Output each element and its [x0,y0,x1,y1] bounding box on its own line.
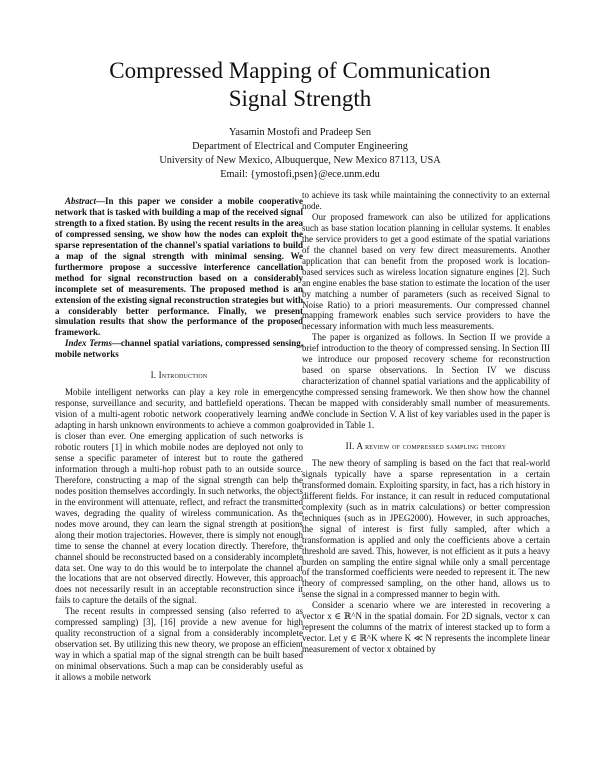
section-heading-introduction: I. Introduction [150,370,208,381]
author-block [60,126,540,182]
review-paragraph-1: The new theory of sampling is based on the fact that real-world signals typically have a sparse representation in a certain transformed domain. Exploiting sparsity, in fact, has a rich history in different fields. For instance, it can result in reduced computational complexity (such as in matrix calculations) or better compression techniques (such as in JPEG2000). However, in such approaches, the signal of interest is first fully sampled, after which a transformation is applied and only the coefficients above a certain threshold are saved. This, however, is not efficient as it puts a heavy burden on sampling the entire signal while only a small percentage of the transformed coefficients were needed to represent it. The new theory of compressed sampling, on the other hand, allows us to sense the signal in a compressed manner to begin with. [302,457,550,600]
title-line-1: Compressed Mapping of Communication [109,58,491,83]
author-department: Department of Electrical and Computer Engineering [192,141,408,152]
title-line-2: Signal Strength [228,86,372,111]
intro-paragraph-3: Our proposed framework can also be utilized for applications such as base station location planning in cellular systems. It enables the service providers to get a good estimate of the spatial variations of the channel based on very few direct measurements. Another application that can benefit from the proposed work is location-based services such as wireless location signature engines [2]. Such an engine enables the base station to estimate the location of the user by matching a number of parameters (such as received Signal to Noise Ratio) to a priori measurements. Our compressed channel mapping framework enables such service providers to have the necessary information with much less measurements. [302,211,550,332]
review-paragraph-2: Consider a scenario where we are interested in recovering a vector x ∈ ℝ^N in the spatial domain. For 2D signals, vector x can represent the columns of the matrix of interest stacked up to form a vector. Let y ∈ ℝ^K where K ≪ N represents the incomplete linear measurement of vector x obtained by [302,600,550,655]
intro-paragraph-continued: to achieve its task while maintaining the connectivity to an external node. [302,190,550,211]
author-names: Yasamin Mostofi and Pradeep Sen [229,127,371,138]
index-terms [55,338,303,360]
index-terms-text: —channel spatial variations, compressed sensing, mobile networks [55,338,303,360]
abstract-text: —In this paper we consider a mobile cooperative network that is tasked with building a map of the received signal strength to a fixed station. By using the recent results in the area of compressed sensing, we show how the nodes can exploit the sparse representation of the channel's spatial variations to build a map of the signal strength with minimal sensing. We furthermore propose a successive interference cancellation method for signal reconstruction based on a considerably incomplete set of measurements. The proposed method is an extension of the existing signal reconstruction strategies but with a considerably better performance. Finally, we present simulation results that show the performance of the proposed framework. [55,196,303,338]
index-terms-label: Index Terms [65,338,112,349]
left-column [55,196,303,683]
abstract-label: Abstract [65,196,97,206]
intro-paragraph-4: The paper is organized as follows. In Section II we provide a brief introduction to the theory of compressed sensing. In Section III we introduce our proposed recovery scheme for reconstruction based on sparse observations. In Section IV we discuss characterization of channel spatial variations and the applicability of the compressed sensing framework. We then show how the channel can be mapped with considerably small number of measurements. We conclude in Section V. A list of key variables used in the paper is provided in Table 1. [302,332,550,431]
author-university: University of New Mexico, Albuquerque, New Mexico 87113, USA [159,155,441,166]
author-email: Email: {ymostofi,psen}@ece.unm.edu [220,169,380,180]
paper-title [60,57,540,113]
right-column [302,190,550,655]
section-heading-review: II. A review of compressed sampling theory [345,440,507,451]
abstract [55,196,303,338]
intro-paragraph-1: Mobile intelligent networks can play a key role in emergency response, surveillance and security, and battlefield operations. The vision of a multi-agent robotic network cooperatively learning and adapting in harsh unknown environments to achieve a common goal is closer than ever. One emerging application of such networks is robotic routers [1] in which mobile nodes are deployed not only to sense a specific parameter of interest but to route the gathered information through a multi-hop robust path to an outside source. Therefore, constructing a map of the signal strength can help the nodes position themselves accordingly. In such networks, the objects in the environment will attenuate, reflect, and refract the transmitted waves, degrading the quality of wireless communication. As the nodes move around, they can learn the signal strength at positions along their motion trajectories. However, there is simply not enough time to sense the channel at every location directly. Therefore, the channel should be reconstructed based on a considerably incomplete data set. One way to do this would be to interpolate the channel at the locations that are not observed directly. However, this approach does not necessarily result in an acceptable reconstruction since it fails to capture the details of the signal. [55,387,303,606]
intro-paragraph-2: The recent results in compressed sensing (also referred to as compressed sampling) [3], [16] provide a new avenue for high quality reconstruction of a signal from a considerably incomplete observation set. By utilizing this new theory, we propose an efficient way in which a spatial map of the signal strength can be built based on minimal observations. Such a map can be considerably useful as it allows a mobile network [55,606,303,683]
